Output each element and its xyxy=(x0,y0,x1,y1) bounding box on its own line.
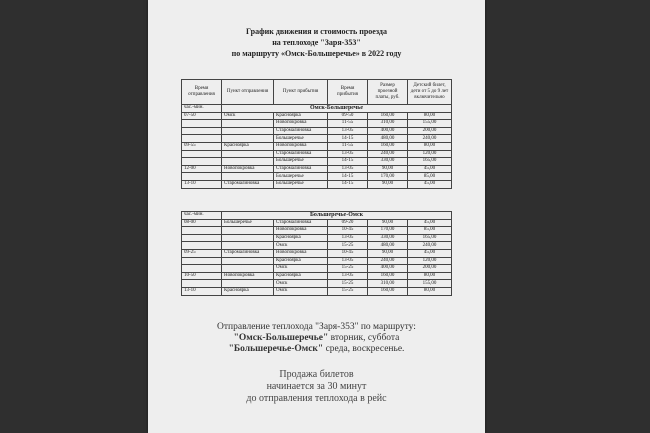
table-row xyxy=(182,127,452,135)
departure-point-cell: Красноярка xyxy=(222,142,274,150)
table-row xyxy=(182,234,452,242)
arrival-point-cell: Омск xyxy=(274,280,328,288)
arrival-point-cell: Красноярка xyxy=(274,272,328,280)
departure-point-cell xyxy=(222,280,274,288)
arrival-point-cell: Красноярка xyxy=(274,234,328,242)
section-row xyxy=(182,105,452,113)
departure-point-cell xyxy=(222,135,274,143)
arrival-time-cell: 09-50 xyxy=(328,112,368,120)
departure-time-cell xyxy=(182,127,222,135)
arrival-point-cell: Большеречье xyxy=(274,173,328,181)
fare-cell: 310,00 xyxy=(368,280,408,288)
title-line-1: График движения и стоимость проезда xyxy=(246,27,387,36)
timetable-omsk-bolsherechye xyxy=(181,79,452,189)
departure-time-cell xyxy=(182,265,222,273)
child-fare-cell: 45,00 xyxy=(408,165,452,173)
child-fare-cell: 80,00 xyxy=(408,142,452,150)
title-line-2: на теплоходе "Заря-353" xyxy=(272,38,361,47)
departure-point-cell: Новопокровка xyxy=(222,165,274,173)
time-unit-cell: час.-мин. xyxy=(182,212,222,220)
header-arrival-time: Время прибытия xyxy=(328,80,368,105)
fare-cell: 240,00 xyxy=(368,257,408,265)
departure-time-cell: 07-50 xyxy=(182,112,222,120)
arrival-time-cell: 13-05 xyxy=(328,165,368,173)
departure-time-cell xyxy=(182,257,222,265)
fare-cell: 240,00 xyxy=(368,150,408,158)
fare-cell: 90,00 xyxy=(368,249,408,257)
arrival-point-cell: Старомалиновка xyxy=(274,219,328,227)
arrival-point-cell: Старомалиновка xyxy=(274,165,328,173)
header-departure-point: Пункт отправления xyxy=(222,80,274,105)
fare-cell: 400,00 xyxy=(368,127,408,135)
fare-cell: 90,00 xyxy=(368,219,408,227)
fare-cell: 170,00 xyxy=(368,227,408,235)
header-fare: Размер проезной платы, руб. xyxy=(368,80,408,105)
departure-time-cell xyxy=(182,242,222,250)
departure-line-2 xyxy=(148,333,485,344)
departure-point-cell: Омск xyxy=(222,112,274,120)
departure-time-cell xyxy=(182,120,222,128)
child-fare-cell: 80,00 xyxy=(408,112,452,120)
departure-point-cell: Старомалиновка xyxy=(222,180,274,188)
arrival-time-cell: 10-45 xyxy=(328,249,368,257)
arrival-point-cell: Новопокровка xyxy=(274,120,328,128)
table-row xyxy=(182,165,452,173)
timetable-bolsherechye-omsk xyxy=(181,211,452,296)
arrival-point-cell: Большеречье xyxy=(274,135,328,143)
table-row xyxy=(182,265,452,273)
table-row xyxy=(182,287,452,295)
section-row xyxy=(182,212,452,220)
route-bolsherechye-omsk: "Большеречье-Омск" xyxy=(228,344,324,354)
arrival-time-cell: 13-05 xyxy=(328,257,368,265)
arrival-point-cell: Новопокровка xyxy=(274,142,328,150)
departure-time-cell: 08-00 xyxy=(182,219,222,227)
departure-point-cell xyxy=(222,127,274,135)
fare-cell: 330,00 xyxy=(368,234,408,242)
route-omsk-bolsherechye: "Омск-Большеречье" xyxy=(233,333,329,343)
fare-cell: 330,00 xyxy=(368,158,408,166)
departure-line-3 xyxy=(148,344,485,355)
departure-point-cell xyxy=(222,257,274,265)
arrival-time-cell: 14-15 xyxy=(328,173,368,181)
child-fare-cell: 80,00 xyxy=(408,287,452,295)
departure-point-cell xyxy=(222,150,274,158)
departure-time-cell: 10-50 xyxy=(182,272,222,280)
arrival-time-cell: 14-15 xyxy=(328,158,368,166)
child-fare-cell: 165,00 xyxy=(408,158,452,166)
departure-point-cell: Новопокровка xyxy=(222,272,274,280)
departure-time-cell: 13-10 xyxy=(182,287,222,295)
departure-time-cell: 13-10 xyxy=(182,180,222,188)
departure-time-cell xyxy=(182,135,222,143)
departure-time-cell: 09-25 xyxy=(182,249,222,257)
table-row xyxy=(182,180,452,188)
arrival-point-cell: Старомалиновка xyxy=(274,127,328,135)
table-row xyxy=(182,158,452,166)
table-header-row xyxy=(182,80,452,105)
child-fare-cell: 120,00 xyxy=(408,150,452,158)
departure-point-cell xyxy=(222,234,274,242)
schedule-sheet xyxy=(148,0,485,433)
header-arrival-point: Пункт прибытия xyxy=(274,80,328,105)
child-fare-cell: 165,00 xyxy=(408,234,452,242)
departure-time-cell xyxy=(182,173,222,181)
child-fare-cell: 85,00 xyxy=(408,227,452,235)
departure-time-cell xyxy=(182,158,222,166)
departure-point-cell xyxy=(222,158,274,166)
departure-time-cell xyxy=(182,280,222,288)
table-row xyxy=(182,249,452,257)
table-row xyxy=(182,257,452,265)
departure-time-cell xyxy=(182,150,222,158)
table-row xyxy=(182,272,452,280)
departure-point-cell: Большеречье xyxy=(222,219,274,227)
header-child-ticket: Детский билет, дети от 5 до 9 лет включительно xyxy=(408,80,452,105)
fare-cell: 480,00 xyxy=(368,242,408,250)
child-fare-cell: 80,00 xyxy=(408,272,452,280)
route-days-2: среда, воскресенье. xyxy=(323,344,405,354)
title-line-3: по маршруту «Омск-Большеречье» в 2022 году xyxy=(231,49,402,58)
header-departure-time: Время отправления xyxy=(182,80,222,105)
fare-cell: 160,00 xyxy=(368,112,408,120)
fare-cell: 160,00 xyxy=(368,142,408,150)
child-fare-cell: 240,00 xyxy=(408,135,452,143)
section-title: Омск-Большеречье xyxy=(222,105,452,113)
departure-time-cell xyxy=(182,227,222,235)
sale-line-2: начинается за 30 минут xyxy=(266,381,367,392)
ticket-sale-notice xyxy=(148,369,485,405)
departure-line-1: Отправление теплохода "Заря-353" по маршруту: xyxy=(217,322,416,332)
route-days-1: вторник, суббота xyxy=(328,333,400,343)
departure-point-cell: Старомалиновка xyxy=(222,249,274,257)
table-row xyxy=(182,280,452,288)
fare-cell: 400,00 xyxy=(368,265,408,273)
departure-point-cell xyxy=(222,242,274,250)
arrival-time-cell: 13-05 xyxy=(328,272,368,280)
sale-line-1: Продажа билетов xyxy=(279,369,354,380)
child-fare-cell: 200,00 xyxy=(408,127,452,135)
fare-cell: 90,00 xyxy=(368,165,408,173)
arrival-point-cell: Большеречье xyxy=(274,180,328,188)
child-fare-cell: 45,00 xyxy=(408,249,452,257)
fare-cell: 170,00 xyxy=(368,173,408,181)
child-fare-cell: 200,00 xyxy=(408,265,452,273)
departure-point-cell: Красноярка xyxy=(222,287,274,295)
table-row xyxy=(182,173,452,181)
departure-point-cell xyxy=(222,120,274,128)
arrival-time-cell: 09-20 xyxy=(328,219,368,227)
child-fare-cell: 45,00 xyxy=(408,219,452,227)
table-row xyxy=(182,120,452,128)
arrival-point-cell: Большеречье xyxy=(274,158,328,166)
sale-line-3: до отправления теплохода в рейс xyxy=(246,393,387,404)
table-row xyxy=(182,219,452,227)
arrival-point-cell: Омск xyxy=(274,242,328,250)
time-unit-cell: час.-мин. xyxy=(182,105,222,113)
arrival-point-cell: Омск xyxy=(274,265,328,273)
arrival-time-cell: 14-15 xyxy=(328,180,368,188)
arrival-time-cell: 11-55 xyxy=(328,120,368,128)
departure-time-cell: 12-00 xyxy=(182,165,222,173)
arrival-time-cell: 15-25 xyxy=(328,280,368,288)
departure-time-cell xyxy=(182,234,222,242)
arrival-point-cell: Красноярка xyxy=(274,257,328,265)
child-fare-cell: 240,00 xyxy=(408,242,452,250)
departure-notice xyxy=(148,322,485,355)
arrival-point-cell: Красноярка xyxy=(274,112,328,120)
child-fare-cell: 120,00 xyxy=(408,257,452,265)
arrival-time-cell: 13-05 xyxy=(328,150,368,158)
fare-cell: 480,00 xyxy=(368,135,408,143)
table-row xyxy=(182,142,452,150)
arrival-point-cell: Старомалиновка xyxy=(274,150,328,158)
arrival-time-cell: 11-55 xyxy=(328,142,368,150)
fare-cell: 310,00 xyxy=(368,120,408,128)
table-row xyxy=(182,227,452,235)
document-title xyxy=(148,26,485,59)
section-title: Большеречье-Омск xyxy=(222,212,452,220)
fare-cell: 90,00 xyxy=(368,180,408,188)
table-row xyxy=(182,135,452,143)
fare-cell: 160,00 xyxy=(368,272,408,280)
arrival-time-cell: 13-05 xyxy=(328,234,368,242)
departure-time-cell: 09-55 xyxy=(182,142,222,150)
arrival-point-cell: Омск xyxy=(274,287,328,295)
arrival-point-cell: Новопокровка xyxy=(274,249,328,257)
arrival-time-cell: 13-05 xyxy=(328,127,368,135)
departure-point-cell xyxy=(222,227,274,235)
departure-point-cell xyxy=(222,265,274,273)
arrival-time-cell: 15-25 xyxy=(328,265,368,273)
arrival-point-cell: Новопокровка xyxy=(274,227,328,235)
table-row xyxy=(182,242,452,250)
fare-cell: 160,00 xyxy=(368,287,408,295)
table-row xyxy=(182,150,452,158)
table-row xyxy=(182,112,452,120)
departure-point-cell xyxy=(222,173,274,181)
arrival-time-cell: 15-25 xyxy=(328,287,368,295)
arrival-time-cell: 15-25 xyxy=(328,242,368,250)
child-fare-cell: 85,00 xyxy=(408,173,452,181)
child-fare-cell: 155,00 xyxy=(408,280,452,288)
child-fare-cell: 45,00 xyxy=(408,180,452,188)
child-fare-cell: 155,00 xyxy=(408,120,452,128)
arrival-time-cell: 10-45 xyxy=(328,227,368,235)
arrival-time-cell: 14-15 xyxy=(328,135,368,143)
